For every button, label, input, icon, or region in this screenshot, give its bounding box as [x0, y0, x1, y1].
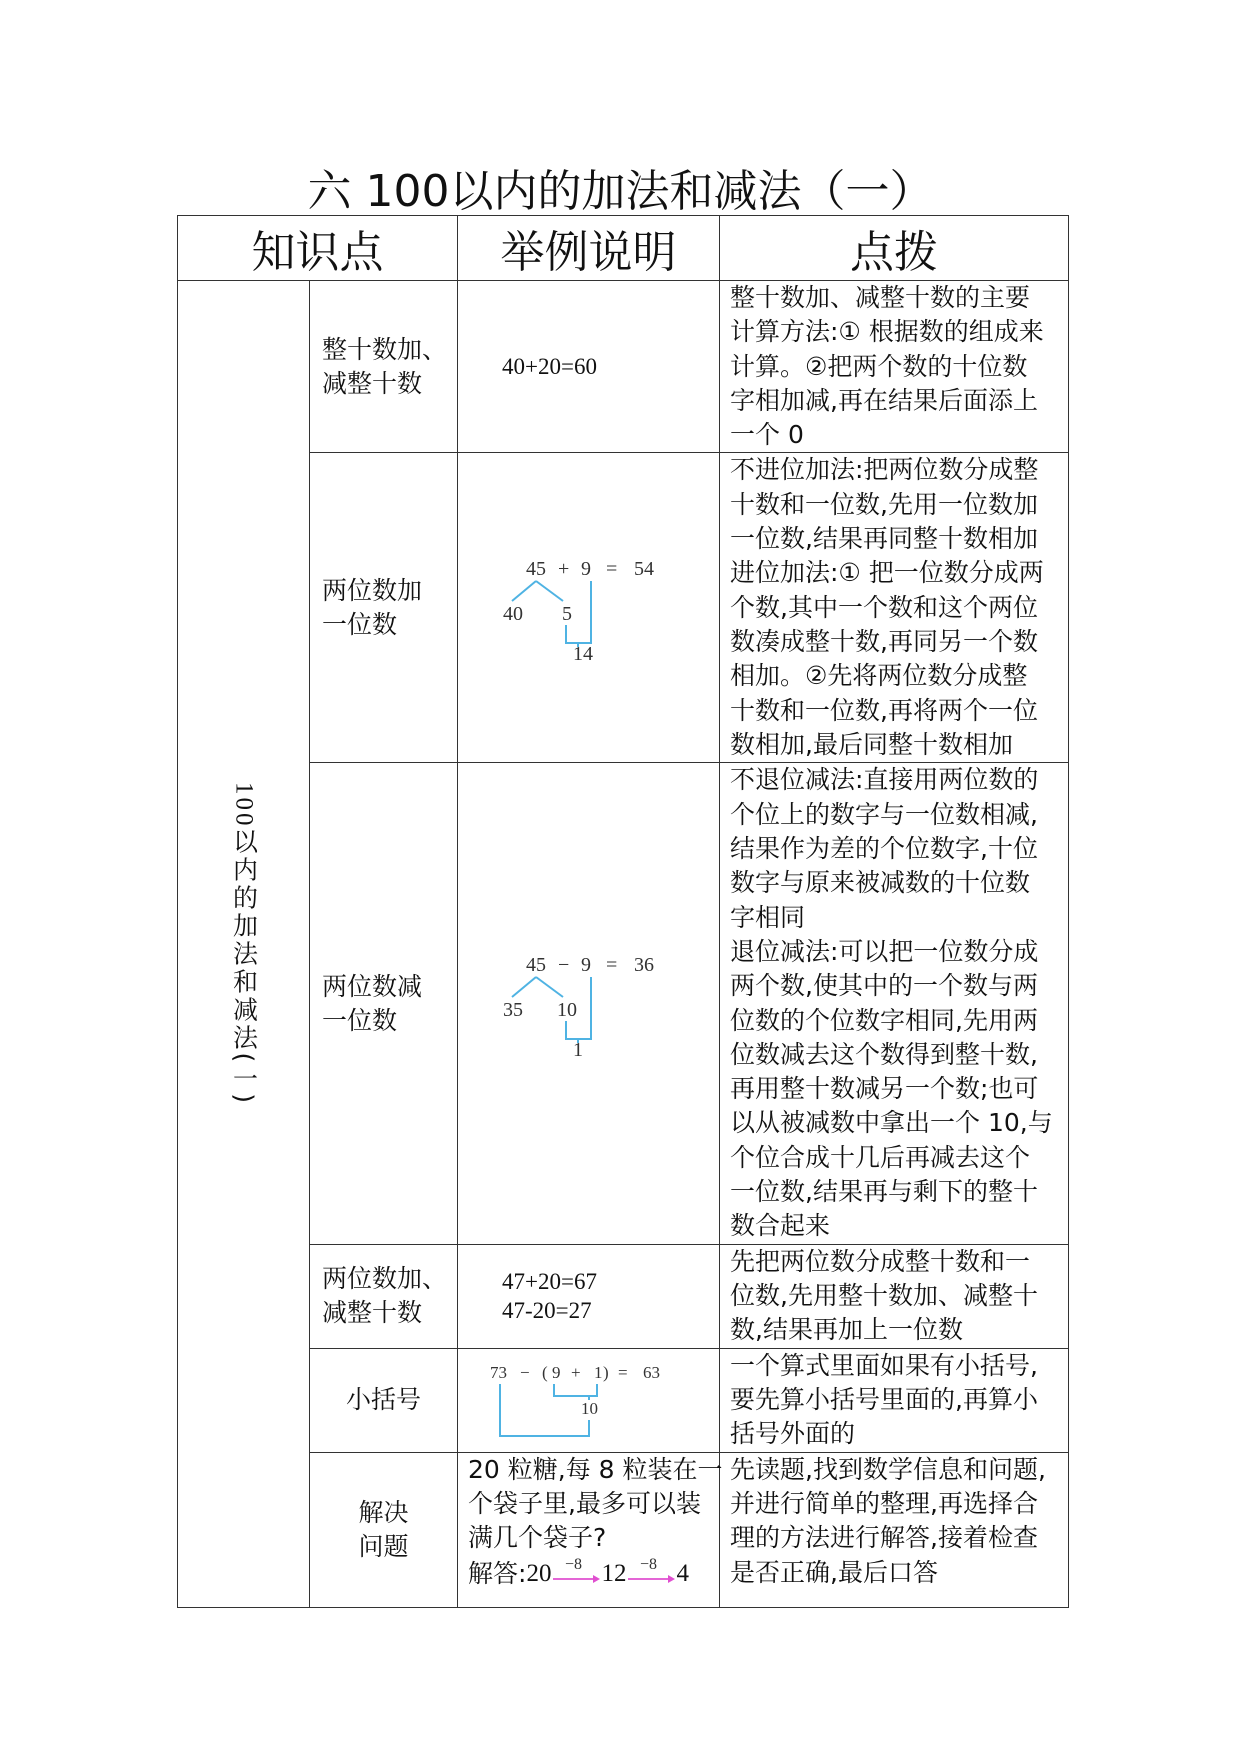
svg-text:45: 45: [526, 953, 546, 976]
svg-text:): ): [603, 1363, 609, 1383]
answer-line: [468, 1557, 719, 1591]
problem-text: 满几个袋子?: [468, 1522, 607, 1552]
problem-text: 个袋子里,最多可以装: [468, 1488, 701, 1518]
answer-start: 20: [526, 1559, 552, 1587]
subtopic-cell: 两位数加 一位数: [310, 453, 458, 763]
svg-text:45: 45: [526, 557, 546, 580]
arrow-minus-8: [626, 1557, 676, 1591]
svg-text:54: 54: [634, 557, 654, 580]
svg-text:9: 9: [581, 557, 591, 580]
problem-text: 20 粒糖,每 8 粒装在一: [468, 1454, 723, 1484]
svg-text:40: 40: [503, 602, 523, 625]
svg-text:1: 1: [573, 1038, 583, 1061]
example-cell: [458, 281, 720, 453]
svg-text:1: 1: [594, 1363, 603, 1383]
svg-text:14: 14: [573, 642, 593, 665]
table-row: [178, 1452, 1069, 1607]
svg-text:10: 10: [557, 998, 577, 1021]
svg-text:=: =: [606, 557, 618, 580]
example-cell: [458, 763, 720, 1244]
subtopic-cell: 两位数减 一位数: [310, 763, 458, 1244]
example-equation: 47-20=27: [502, 1298, 592, 1324]
header-row: [178, 216, 1069, 281]
svg-text:−8: −8: [565, 1556, 583, 1573]
svg-text:=: =: [606, 953, 618, 976]
svg-text:73: 73: [490, 1363, 507, 1383]
svg-text:10: 10: [581, 1399, 598, 1419]
page-title: 六 100以内的加法和减法（一）: [307, 166, 934, 217]
svg-text:9: 9: [552, 1363, 561, 1383]
subtraction-split-diagram: [458, 939, 720, 1069]
tip-cell: 不退位减法:直接用两位数的 个位上的数字与一位数相减, 结果作为差的个位数字,十位 数字与原来被减数的十位数 字相同 退位减法:可以把一位数分成 两个数,使其中的一个数与两 位数的个位数字相同,先用两 位数减去这个数得到整十数, 再用整十数减另一个数;也可 以从被减数中拿出一个 10,与 个位合成十几后再减去这个 一位数,结果再与剩下的整十 数合起来: [720, 763, 1069, 1244]
svg-text:(: (: [542, 1363, 548, 1383]
answer-label: 解答:: [468, 1558, 527, 1588]
svg-text:−: −: [558, 953, 570, 976]
parentheses-diagram: [458, 1350, 720, 1450]
category-label: 100以内的加法和减法(一): [229, 781, 259, 1106]
tip-cell: 先把两位数分成整十数和一 位数,先用整十数加、减整十 数,结果再加上一位数: [720, 1244, 1069, 1348]
subtopic-cell: 两位数加、 减整十数: [310, 1244, 458, 1348]
tip-cell: 整十数加、减整十数的主要 计算方法:① 根据数的组成来 计算。②把两个数的十位数 字相加减,再在结果后面添上 一个 0: [720, 281, 1069, 453]
subtopic-cell: 整十数加、 减整十数: [310, 281, 458, 453]
svg-text:−: −: [520, 1363, 530, 1383]
svg-text:5: 5: [562, 602, 572, 625]
knowledge-table: [177, 215, 1069, 1608]
svg-text:9: 9: [581, 953, 591, 976]
tip-cell: 先读题,找到数学信息和问题, 并进行简单的整理,再选择合 理的方法进行解答,接着检查 是否正确,最后口答: [720, 1452, 1069, 1607]
category-cell: [178, 281, 310, 1608]
example-equation: 40+20=60: [502, 354, 597, 380]
example-cell: [458, 1244, 720, 1348]
example-equation: 47+20=67: [502, 1269, 597, 1295]
arrow-minus-8: [551, 1557, 601, 1591]
svg-text:+: +: [571, 1363, 581, 1383]
addition-split-diagram: [458, 543, 720, 673]
tip-cell: 一个算式里面如果有小括号, 要先算小括号里面的,再算小 括号外面的: [720, 1348, 1069, 1452]
svg-text:35: 35: [503, 998, 523, 1021]
answer-end: 4: [676, 1559, 689, 1587]
header-knowledge: 知识点: [178, 216, 458, 281]
svg-text:63: 63: [643, 1363, 660, 1383]
answer-mid: 12: [601, 1559, 627, 1587]
subtopic-cell: 解决 问题: [310, 1452, 458, 1607]
svg-text:36: 36: [634, 953, 654, 976]
example-cell: [458, 1348, 720, 1452]
table-row: [178, 281, 1069, 453]
tip-cell: 不进位加法:把两位数分成整 十数和一位数,先用一位数加 一位数,结果再同整十数相加 进位加法:① 把一位数分成两 个数,其中一个数和这个两位 数凑成整十数,再同另一个数 相加。②先将两位数分成整 十数和一位数,再将两个一位 数相加,最后同整十数相加: [720, 453, 1069, 763]
header-tips: 点拨: [720, 216, 1069, 281]
table-row: [178, 1348, 1069, 1452]
table-row: [178, 1244, 1069, 1348]
table-row: [178, 453, 1069, 763]
svg-text:=: =: [618, 1363, 628, 1383]
example-cell: [458, 453, 720, 763]
svg-text:−8: −8: [640, 1556, 658, 1573]
example-cell: [458, 1452, 723, 1607]
svg-text:+: +: [558, 557, 570, 580]
header-examples: 举例说明: [458, 216, 720, 281]
subtopic-cell: 小括号: [310, 1348, 458, 1452]
table-row: [178, 763, 1069, 1244]
